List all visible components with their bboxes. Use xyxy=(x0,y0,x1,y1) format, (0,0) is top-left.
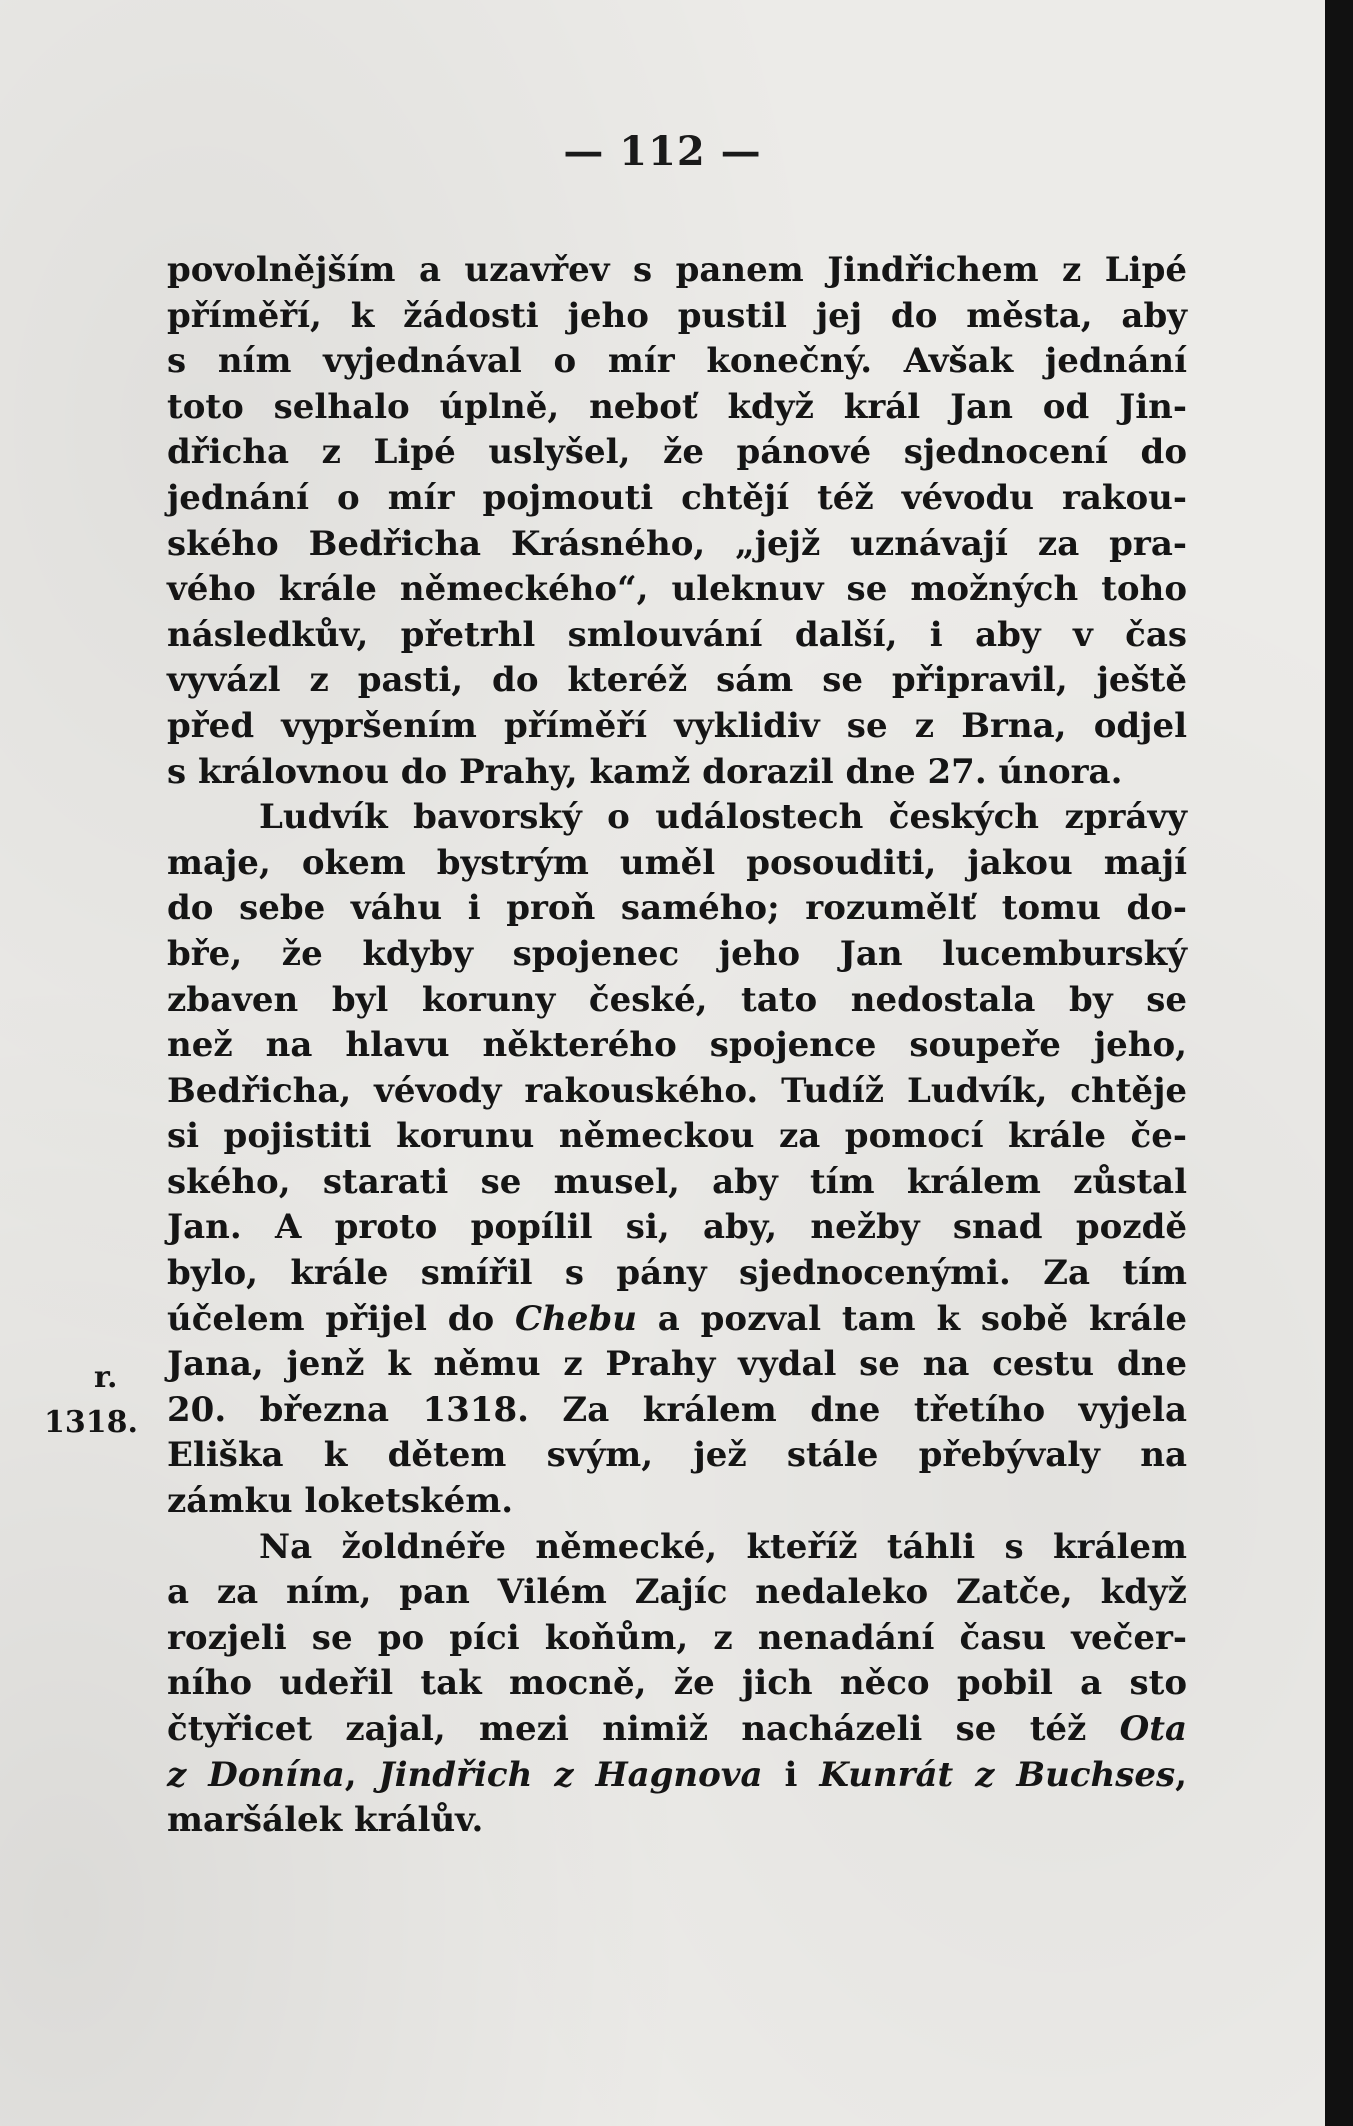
text-line: vyvázl z pasti, do kteréž sám se připravil, ještě xyxy=(167,660,1187,701)
text-line: a za ním, pan Vilém Zajíc nedaleko Zatče, když xyxy=(167,1572,1187,1613)
text-segment: , xyxy=(1175,1754,1188,1795)
text-segment: , xyxy=(344,1754,379,1795)
text-line xyxy=(167,1707,1187,1753)
person-name: Ota xyxy=(1119,1709,1187,1749)
person-name: Kunrát z Buchses xyxy=(819,1754,1176,1795)
text-line: Jana, jenž k němu z Prahy vydal se na cestu dne xyxy=(167,1344,1187,1385)
place-name: Chebu xyxy=(515,1298,637,1339)
margin-note-label: r. xyxy=(94,1360,118,1395)
text-line: si pojistiti korunu německou za pomocí krále če- xyxy=(167,1116,1187,1157)
text-line: do sebe váhu i proň samého; rozumělť tomu do- xyxy=(167,888,1187,929)
text-line: následkův, přetrhl smlouvání další, i aby v čas xyxy=(167,614,1187,655)
text-line: rozjeli se po píci koňům, z nenadání času večer- xyxy=(167,1617,1187,1658)
text-segment: účelem přijel do xyxy=(167,1298,516,1339)
text-line: s královnou do Prahy, kamž dorazil dne 27. února. xyxy=(167,751,1123,792)
text-line: s ním vyjednával o mír konečný. Avšak jednání xyxy=(167,341,1187,382)
text-line: příměří, k žádosti jeho pustil jej do města, aby xyxy=(167,295,1187,336)
text-line: zámku loketském. xyxy=(167,1481,514,1522)
text-segment: i xyxy=(762,1754,820,1795)
body-text xyxy=(167,248,1187,1844)
text-line: povolnějším a uzavřev s panem Jindřichem z Lipé xyxy=(167,250,1187,290)
text-line: Ludvík bavorský o událostech českých zprávy xyxy=(259,797,1187,838)
text-line: ského Bedřicha Krásného, „jejž uznávají za pra- xyxy=(167,523,1187,564)
text-line: před vypršením příměří vyklidiv se z Brna, odjel xyxy=(167,705,1187,746)
text-line: 20. března 1318. Za králem dne třetího vyjela xyxy=(167,1389,1187,1430)
text-line: maršálek králův. xyxy=(167,1800,484,1841)
text-segment: čtyřicet zajal, mezi nimiž nacházeli se též xyxy=(167,1709,1120,1749)
text-line: toto selhalo úplně, neboť když král Jan od Jin- xyxy=(167,386,1187,427)
text-line: dřicha z Lipé uslyšel, že pánové sjednocení do xyxy=(167,432,1187,473)
text-line: Jan. A proto popílil si, aby, nežby snad pozdě xyxy=(167,1207,1187,1248)
text-line: vého krále německého“, uleknuv se možných toho xyxy=(167,569,1187,610)
text-line: Na žoldnéře německé, kteříž táhli s králem xyxy=(259,1526,1187,1567)
text-line: Eliška k dětem svým, jež stále přebývaly na xyxy=(167,1435,1187,1476)
person-name: z Donína xyxy=(167,1754,345,1795)
margin-note-year: 1318. xyxy=(44,1405,138,1440)
text-line: zbaven byl koruny české, tato nedostala by se xyxy=(167,979,1187,1020)
text-line: maje, okem bystrým uměl posouditi, jakou mají xyxy=(167,842,1187,883)
text-line xyxy=(167,1297,1187,1343)
text-line: bře, že kdyby spojenec jeho Jan lucemburský xyxy=(167,933,1187,974)
text-segment: a pozval tam k sobě krále xyxy=(636,1298,1187,1339)
text-line: jednání o mír pojmouti chtějí též vévodu rakou- xyxy=(167,477,1187,518)
text-line: Bedřicha, vévody rakouského. Tudíž Ludvík, chtěje xyxy=(167,1070,1187,1111)
text-line: než na hlavu některého spojence soupeře jeho, xyxy=(167,1025,1187,1066)
page-number: — 112 — xyxy=(563,128,762,175)
text-line: ského, starati se musel, aby tím králem zůstal xyxy=(167,1161,1187,1202)
text-line: ního udeřil tak mocně, že jich něco pobil a sto xyxy=(167,1663,1187,1704)
text-line xyxy=(167,1753,1187,1799)
text-line: bylo, krále smířil s pány sjednocenými. Za tím xyxy=(167,1253,1187,1294)
page-edge-shadow xyxy=(1325,0,1353,2126)
person-name: Jindřich z Hagnova xyxy=(378,1754,763,1795)
